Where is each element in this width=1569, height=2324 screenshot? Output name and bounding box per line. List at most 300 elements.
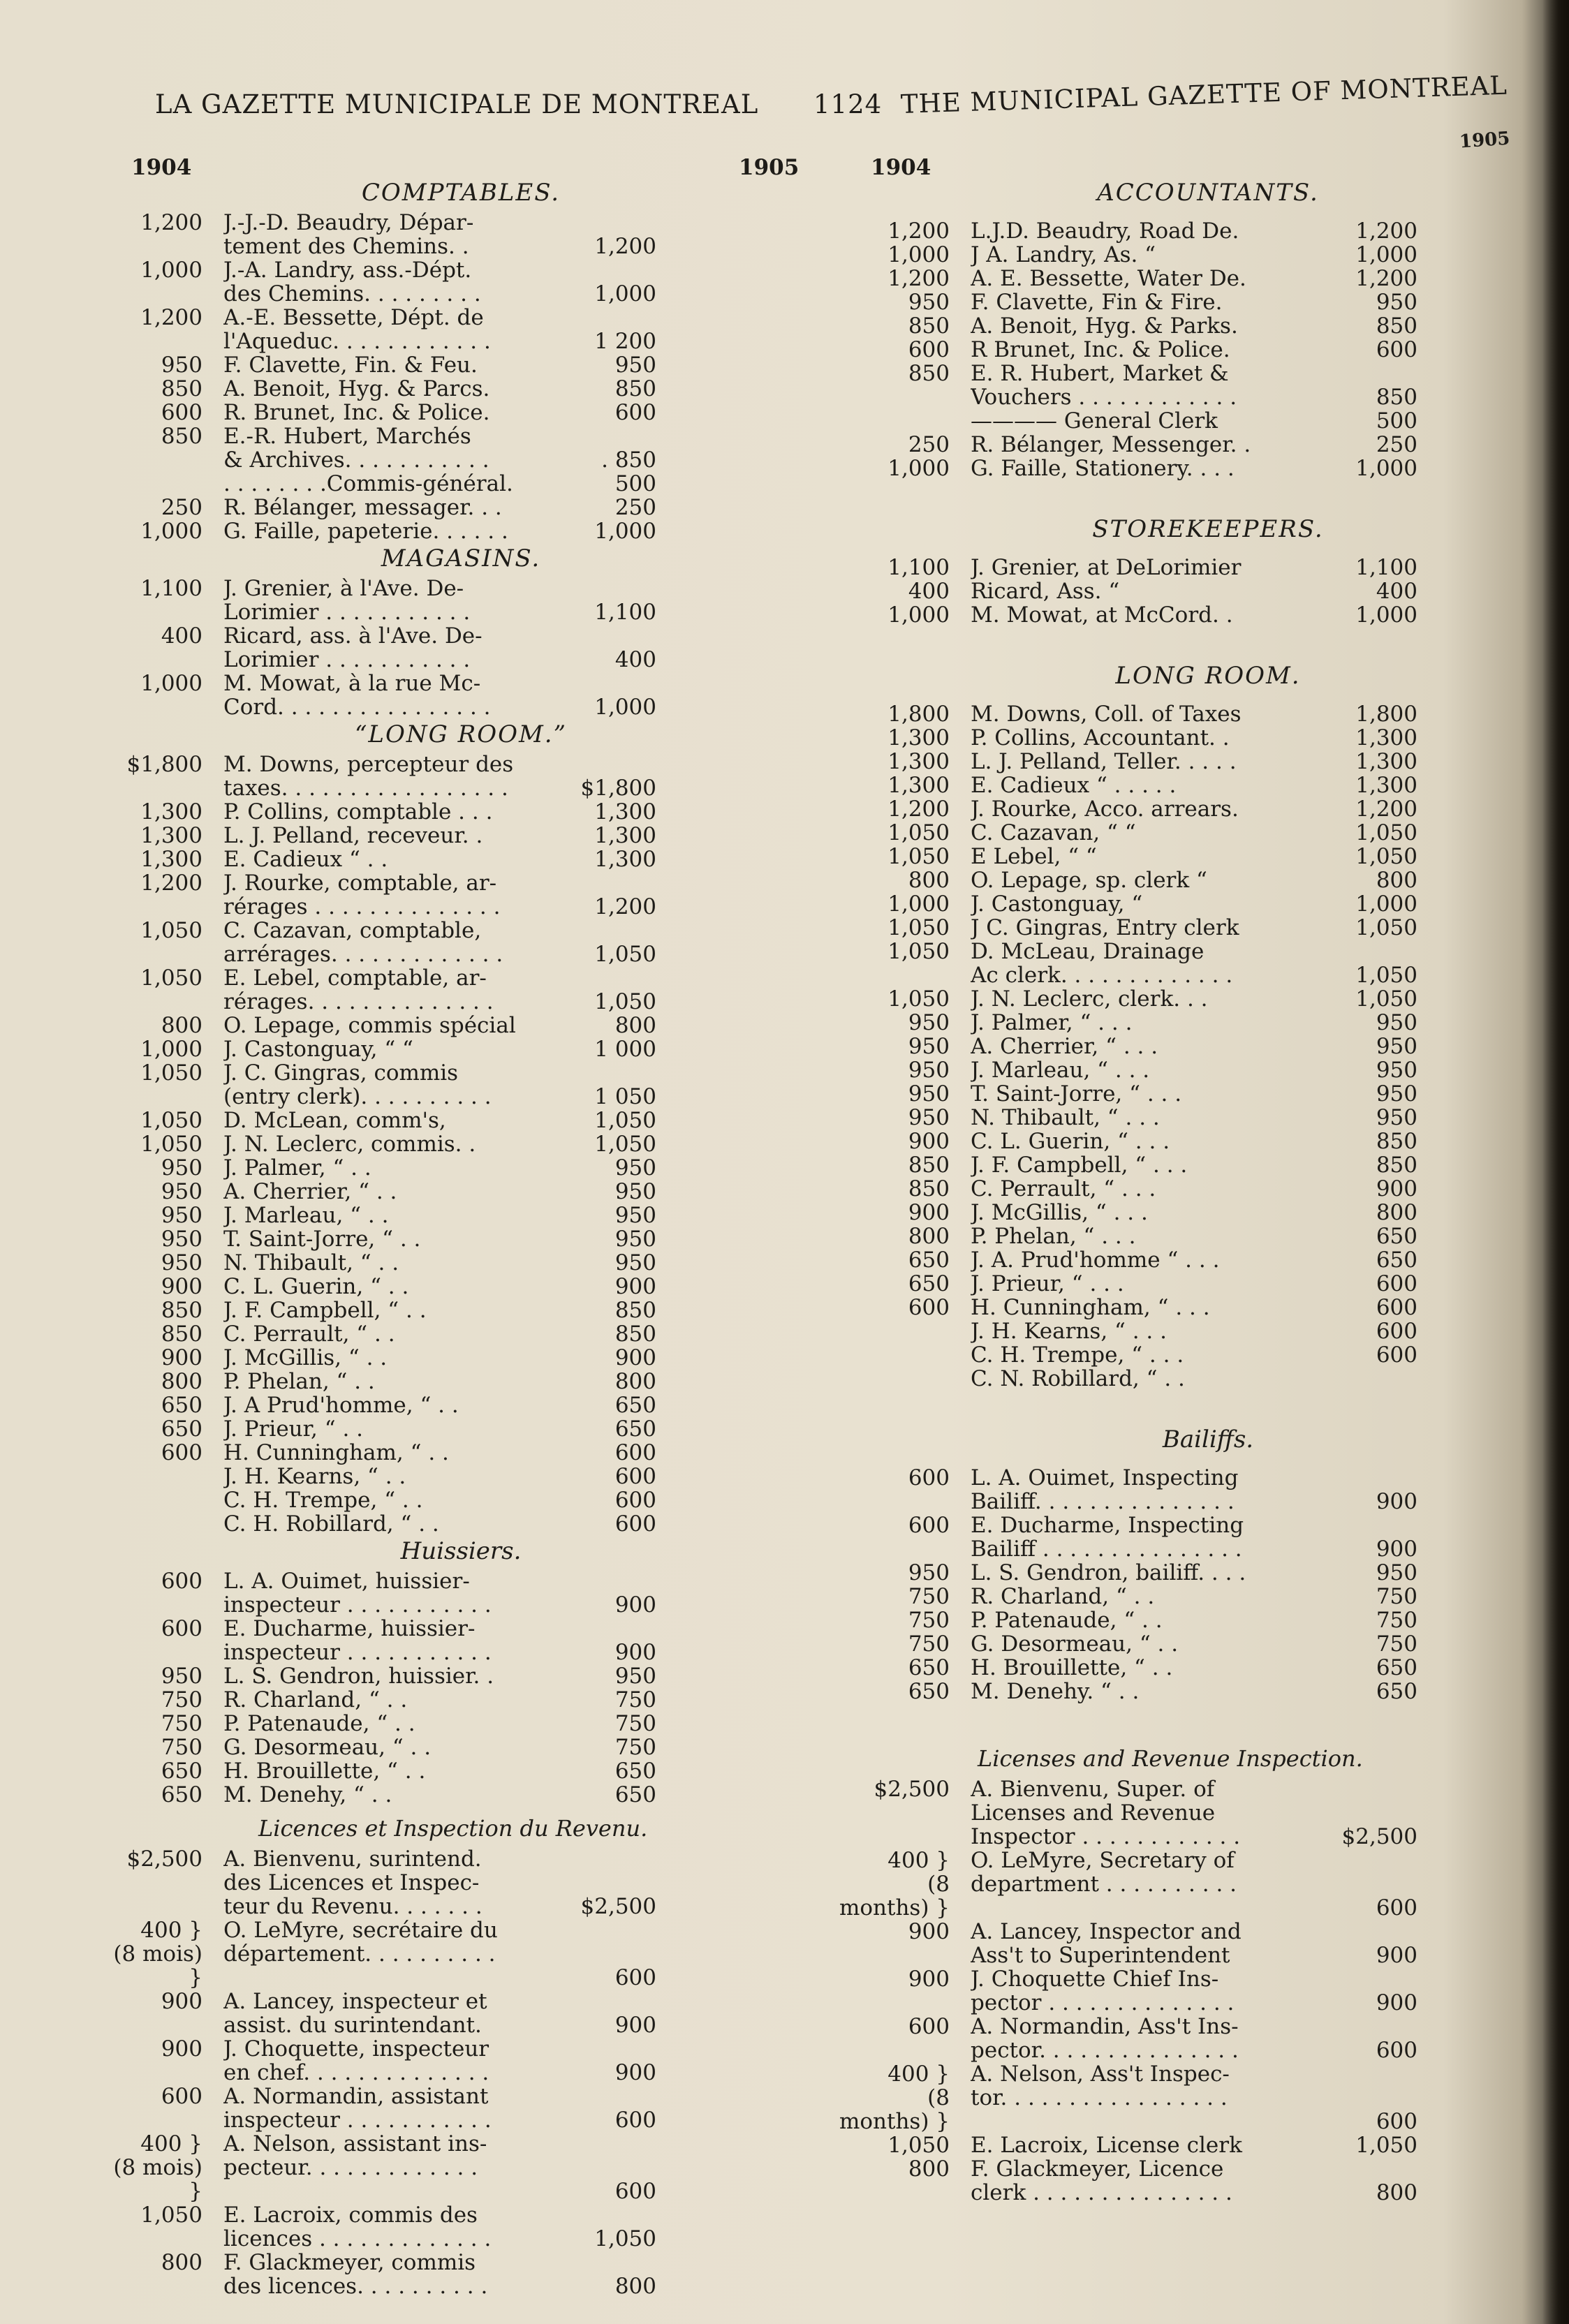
employee-name: C. Perrault, “ . . [223, 1322, 395, 1346]
salary-1905: 850 [614, 376, 656, 401]
salary-1904: 1,000 [887, 602, 950, 628]
salary-1905: 950 [614, 353, 656, 378]
salary-entry [838, 2157, 1417, 2205]
salary-1905: 1,050 [1355, 915, 1417, 940]
salary-entry [105, 1227, 684, 1251]
salary-1905: 1,100 [594, 600, 656, 625]
salary-1905: 850 [1376, 385, 1417, 410]
salary-1904: 900 [161, 1989, 202, 2014]
salary-1905: 1 000 [594, 1037, 656, 1062]
salary-entry [105, 306, 684, 353]
salary-entry [105, 2085, 684, 2132]
employee-name: A. Normandin, Ass't Ins- pector. . . . . . . . . . . . . . . [971, 2015, 1239, 2062]
employee-name: N. Thibault, “ . . . [971, 1106, 1160, 1130]
employee-name: D. McLeau, Drainage Ac clerk. . . . . . . . . . . . . [971, 940, 1233, 987]
employee-name: L. J. Pelland, Teller. . . . . [971, 750, 1237, 774]
employee-name: E. Cadieux “ . . [223, 848, 388, 871]
salary-entry [105, 1735, 684, 1759]
employee-name: M. Mowat, à la rue Mc- Cord. . . . . . . . . . . . . . . . [223, 672, 491, 719]
salary-1905: 650 [614, 1782, 656, 1807]
salary-1904: 850 [908, 313, 950, 339]
salary-1905: 400 [614, 647, 656, 672]
salary-1904: 600 [908, 1295, 950, 1320]
employee-name: J. Palmer, “ . . . [971, 1011, 1133, 1035]
employee-name: J. Grenier, à l'Ave. De- Lorimier . . . . . . . . . . . [223, 577, 471, 624]
english-column [838, 177, 1417, 2205]
employee-name: M. Denehy, “ . . [223, 1783, 392, 1807]
salary-1905: 600 [614, 1511, 656, 1537]
employee-name: J. N. Leclerc, clerk. . . [971, 987, 1208, 1011]
salary-1905: 500 [614, 471, 656, 496]
salary-1905: 800 [1376, 2180, 1417, 2205]
salary-1905: 950 [614, 1203, 656, 1228]
salary-1905: 1,050 [1355, 963, 1417, 988]
salary-1904: 750 [161, 1711, 202, 1736]
salary-1905: 750 [614, 1711, 656, 1736]
salary-1905: $2,500 [580, 1894, 656, 1919]
salary-entry [838, 362, 1417, 409]
french-column [105, 177, 684, 2298]
salary-1905: 900 [614, 2013, 656, 2038]
salary-1904: 900 [161, 2036, 202, 2062]
salary-1905: 1,000 [1355, 242, 1417, 267]
salary-1904: 950 [908, 1560, 950, 1585]
employee-name: F. Glackmeyer, commis des licences. . . . . . . . . . [223, 2251, 488, 2298]
salary-entry [838, 1106, 1417, 1130]
salary-1904: 1,000 [140, 1037, 202, 1062]
salary-1905: 1,050 [1355, 844, 1417, 869]
salary-1905: 1,300 [1355, 773, 1417, 798]
salary-entry [105, 1156, 684, 1180]
header-english-title: THE MUNICIPAL GAZETTE OF MONTREAL [900, 70, 1508, 119]
salary-1905: 900 [1376, 1176, 1417, 1201]
salary-1904: 900 [908, 1967, 950, 1992]
salary-1904: 950 [908, 1105, 950, 1130]
salary-1904: 1,300 [887, 725, 950, 750]
employee-name: J. F. Campbell, “ . . . [971, 1153, 1188, 1177]
employee-name: O. Lepage, commis spécial [223, 1014, 516, 1037]
employee-name: F. Clavette, Fin & Fire. [971, 290, 1223, 314]
employee-name: T. Saint-Jorre, “ . . . [971, 1082, 1182, 1106]
salary-1904: 800 [161, 1013, 202, 1038]
salary-entry [105, 2132, 684, 2203]
employee-name: J. A. Prud'homme “ . . . [971, 1248, 1220, 1272]
salary-entry [105, 871, 684, 919]
employee-name: A. Benoit, Hyg. & Parks. [971, 314, 1238, 338]
salary-1904: 400 } (8 mois) } [113, 2131, 202, 2204]
salary-1905: 600 [614, 400, 656, 425]
salary-1905: 900 [614, 1274, 656, 1299]
salary-1905: 250 [614, 495, 656, 520]
salary-entry [105, 624, 684, 672]
salary-1904: 950 [161, 1227, 202, 1252]
salary-1905: 600 [614, 1464, 656, 1489]
salary-1905: 950 [614, 1250, 656, 1275]
salary-1904: 850 [161, 376, 202, 401]
employee-name: J. H. Kearns, “ . . . [971, 1319, 1167, 1343]
employee-name: E Lebel, “ “ [971, 845, 1097, 868]
salary-1904: 750 [161, 1735, 202, 1760]
salary-1904: 650 [908, 1679, 950, 1704]
salary-1904: 850 [161, 1298, 202, 1323]
salary-entry [838, 1272, 1417, 1296]
page-number: 1124 [813, 89, 883, 119]
employee-name: L. S. Gendron, bailiff. . . . [971, 1561, 1246, 1585]
salary-1904: 400 [161, 623, 202, 649]
employee-name: H. Cunningham, “ . . . [971, 1296, 1210, 1319]
employee-name: H. Brouillette, “ . . [971, 1656, 1173, 1680]
salary-1904: 950 [908, 1010, 950, 1035]
employee-name: A. Bienvenu, surintend. des Licences et Inspec- teur du Revenu. . . . . . . [223, 1847, 483, 1918]
salary-entry [838, 702, 1417, 726]
salary-1904: 250 [908, 432, 950, 457]
salary-1905: 1,300 [1355, 725, 1417, 750]
section-title-long-room: “LONG ROOM.” [355, 720, 567, 748]
salary-1905: 1,100 [1355, 555, 1417, 580]
salary-1904: 600 [908, 1513, 950, 1538]
employee-name: Ricard, Ass. “ [971, 579, 1120, 603]
employee-name: . . . . . . . .Commis-général. [223, 472, 513, 496]
employee-name: J. Prieur, “ . . . [971, 1272, 1124, 1296]
salary-1904: 400 } (8 mois) } [113, 1918, 202, 1990]
salary-1905: 1,050 [594, 1108, 656, 1133]
employee-name: J. Marleau, “ . . [223, 1204, 389, 1227]
salary-1905: 950 [1376, 290, 1417, 315]
employee-name: J. McGillis, “ . . [223, 1346, 388, 1370]
salary-1905: 250 [1376, 432, 1417, 457]
salary-entry [105, 1204, 684, 1227]
section-title-long-room-en: LONG ROOM. [1115, 662, 1301, 690]
employee-name: E. Ducharme, Inspecting Bailiff . . . . . . . . . . . . . . . [971, 1513, 1244, 1561]
salary-entry [105, 353, 684, 377]
employee-name: J. Castonguay, “ [971, 892, 1143, 916]
salary-1904: 1,300 [140, 823, 202, 848]
employee-name: L. A. Ouimet, Inspecting Bailiff. . . . . . . . . . . . . . . [971, 1466, 1239, 1513]
salary-entry [838, 750, 1417, 774]
magasins-list [105, 577, 684, 719]
binding-shadow [1542, 0, 1569, 2324]
salary-entry [838, 1513, 1417, 1561]
salary-1904: 900 [908, 1919, 950, 1944]
salary-1905: 1,050 [1355, 820, 1417, 845]
year-1904-right: 1904 [871, 155, 931, 180]
salary-1904: 650 [161, 1782, 202, 1807]
salary-entry [838, 774, 1417, 797]
accountants-list [838, 219, 1417, 480]
salary-1905: 900 [1376, 1943, 1417, 1968]
employee-name: R. Bélanger, messager. . . [223, 496, 502, 519]
licenses-list [838, 1777, 1417, 2205]
employee-name: J. Rourke, Acco. arrears. [971, 797, 1239, 821]
salary-entry [105, 1990, 684, 2037]
employee-name: A. Bienvenu, Super. of Licenses and Revenue Inspector . . . . . . . . . . . . [971, 1777, 1241, 1849]
salary-1904: 600 [908, 2014, 950, 2039]
salary-entry [105, 1617, 684, 1664]
year-1904-left: 1904 [131, 155, 192, 180]
section-title-accountants: ACCOUNTANTS. [1097, 179, 1319, 207]
salary-1904: 1,050 [140, 1132, 202, 1157]
salary-entry [838, 1466, 1417, 1513]
salary-1905: 800 [614, 2274, 656, 2299]
salary-1904: 1,200 [140, 871, 202, 896]
section-title-storekeepers: STOREKEEPERS. [1092, 515, 1324, 543]
salary-entry [838, 603, 1417, 627]
salary-1904: 650 [908, 1655, 950, 1680]
employee-name: G. Faille, Stationery. . . . [971, 457, 1235, 480]
salary-entry [838, 1920, 1417, 1967]
salary-1905: 950 [1376, 1034, 1417, 1059]
salary-1904: 850 [161, 1322, 202, 1347]
salary-1905: 800 [614, 1369, 656, 1394]
salary-1905: 600 [614, 2179, 656, 2204]
salary-1905: $1,800 [580, 776, 656, 801]
salary-1904: 650 [908, 1271, 950, 1296]
salary-entry [105, 1417, 684, 1441]
salary-1904: 400 [908, 579, 950, 604]
section-title-licences: Licences et Inspection du Revenu. [258, 1815, 648, 1842]
employee-name: F. Glackmeyer, Licence clerk . . . . . . . . . . . . . . . [971, 2157, 1232, 2205]
salary-1905: 950 [1376, 1081, 1417, 1107]
salary-1904: 950 [161, 1203, 202, 1228]
section-title-comptables: COMPTABLES. [361, 179, 561, 207]
employee-name: L. S. Gendron, huissier. . [223, 1664, 494, 1688]
salary-1905: 1,050 [594, 989, 656, 1014]
salary-1905: 950 [1376, 1058, 1417, 1083]
salary-1904: 1,000 [887, 891, 950, 917]
salary-entry [838, 1680, 1417, 1703]
section-title-magasins: MAGASINS. [381, 545, 541, 572]
bailiffs-list [838, 1466, 1417, 1703]
salary-entry [105, 1037, 684, 1061]
salary-1904: 1,000 [887, 456, 950, 481]
employee-name: J.-J.-D. Beaudry, Dépar- tement des Chemins. . [223, 211, 474, 258]
salary-1905: 850 [614, 1298, 656, 1323]
employee-name: J. Grenier, at DeLorimier [971, 556, 1242, 579]
salary-1904: 1,300 [140, 847, 202, 872]
salary-1904: 1,050 [887, 820, 950, 845]
salary-1904: 950 [908, 1081, 950, 1107]
employee-name: G. Faille, papeterie. . . . . . [223, 519, 508, 543]
salary-1905: 900 [1376, 1990, 1417, 2015]
employee-name: R. Charland, “ . . [223, 1688, 408, 1712]
salary-entry [105, 1712, 684, 1735]
salary-1905: 600 [614, 1440, 656, 1465]
salary-1905: 1,050 [594, 942, 656, 967]
employee-name: J. Rourke, comptable, ar- rérages . . . . . . . . . . . . . . [223, 871, 501, 919]
salary-1905: 950 [614, 1664, 656, 1689]
salary-entry [105, 848, 684, 871]
salary-entry [105, 472, 684, 496]
salary-1904: 1,050 [887, 2133, 950, 2158]
salary-1904: 1,800 [887, 702, 950, 727]
employee-name: A. Cherrier, “ . . [223, 1180, 397, 1204]
salary-entry [838, 579, 1417, 603]
salary-1904: 900 [908, 1200, 950, 1225]
salary-1904: 650 [908, 1248, 950, 1273]
year-1905-middle: 1905 [739, 155, 800, 180]
salary-1904: 1,100 [887, 555, 950, 580]
salary-1904: 800 [161, 1369, 202, 1394]
salary-1904: 950 [908, 1058, 950, 1083]
salary-1904: 1,050 [887, 915, 950, 940]
employee-name: J. Prieur, “ . . [223, 1417, 364, 1441]
salary-1905: 950 [1376, 1105, 1417, 1130]
salary-1905: 1,200 [1355, 266, 1417, 291]
salary-entry [105, 377, 684, 401]
storekeepers-list [838, 556, 1417, 627]
salary-entry [105, 2251, 684, 2298]
salary-1905: 650 [1376, 1248, 1417, 1273]
salary-1904: 400 } (8 months) } [839, 2062, 950, 2134]
employee-name: J. McGillis, “ . . . [971, 1201, 1148, 1224]
salary-entry [838, 1319, 1417, 1343]
employee-name: J. C. Gingras, commis (entry clerk). . . . . . . . . . [223, 1061, 492, 1109]
salary-1905: 600 [1376, 1895, 1417, 1920]
salary-1904: 600 [908, 337, 950, 362]
salary-1904: 400 } (8 months) } [839, 1848, 950, 1920]
salary-entry [105, 1512, 684, 1536]
salary-entry [838, 1177, 1417, 1201]
salary-entry [838, 868, 1417, 892]
employee-name: N. Thibault, “ . . [223, 1251, 399, 1275]
employee-name: E. Lacroix, commis des licences . . . . . . . . . . . . . [223, 2203, 492, 2251]
section-title-licenses: Licenses and Revenue Inspection. [978, 1745, 1363, 1772]
salary-1904: 600 [161, 400, 202, 425]
salary-entry [105, 753, 684, 800]
salary-1904: 750 [161, 1687, 202, 1712]
salary-1904: 600 [161, 1569, 202, 1594]
salary-1905: 900 [614, 1345, 656, 1370]
salary-entry [105, 258, 684, 306]
salary-1904: 1,200 [140, 210, 202, 235]
salary-1904: $2,500 [874, 1777, 950, 1802]
salary-1904: 800 [908, 868, 950, 893]
employee-name: J. H. Kearns, “ . . [223, 1465, 406, 1488]
employee-name: P. Patenaude, “ . . [223, 1712, 415, 1735]
salary-entry [838, 940, 1417, 987]
salary-entry [838, 987, 1417, 1011]
salary-1904: 1,300 [887, 773, 950, 798]
salary-entry [838, 1011, 1417, 1035]
salary-1904: 750 [908, 1584, 950, 1609]
salary-1904: 1,000 [140, 519, 202, 544]
salary-1905: $2,500 [1341, 1824, 1417, 1849]
salary-1905: 1,000 [594, 281, 656, 306]
salary-1905: 1,200 [1355, 219, 1417, 244]
salary-1905: 1,000 [1355, 891, 1417, 917]
salary-entry [838, 797, 1417, 821]
salary-1904: 1,000 [887, 242, 950, 267]
salary-1904: 1,200 [887, 219, 950, 244]
salary-entry [838, 1777, 1417, 1849]
salary-1905: 1,050 [594, 1132, 656, 1157]
salary-1904: 650 [161, 1416, 202, 1442]
salary-entry [838, 1585, 1417, 1608]
salary-1905: 650 [1376, 1655, 1417, 1680]
salary-1904: 1,050 [140, 1108, 202, 1133]
salary-1905: 650 [614, 1416, 656, 1442]
salary-1905: 1,050 [1355, 2133, 1417, 2158]
salary-1904: $1,800 [126, 752, 202, 777]
employee-name: A. Normandin, assistant inspecteur . . . . . . . . . . . [223, 2085, 492, 2132]
employee-name: J. Castonguay, “ “ [223, 1037, 413, 1061]
salary-1904: 1,050 [140, 1060, 202, 1086]
salary-1905: 650 [614, 1393, 656, 1418]
salary-1905: 850 [1376, 1129, 1417, 1154]
salary-1905: 1,200 [1355, 797, 1417, 822]
salary-1904: 1,050 [887, 939, 950, 964]
employee-name: C. L. Guerin, “ . . [223, 1275, 409, 1298]
salary-entry [105, 1488, 684, 1512]
salary-1905: 900 [614, 1640, 656, 1665]
salary-entry [838, 1608, 1417, 1632]
salary-entry [838, 845, 1417, 868]
employee-name: A.-E. Bessette, Dépt. de l'Aqueduc. . . . . . . . . . . . [223, 306, 491, 353]
salary-entry [105, 401, 684, 424]
salary-entry [105, 1346, 684, 1370]
employee-name: A. Cherrier, “ . . . [971, 1035, 1158, 1058]
salary-1904: 1,050 [887, 986, 950, 1012]
employee-name: A. Nelson, Ass't Inspec- tor. . . . . . . . . . . . . . . . . [971, 2062, 1230, 2110]
employee-name: P. Phelan, “ . . . [971, 1224, 1136, 1248]
salary-entry [105, 672, 684, 719]
employee-name: R. Brunet, Inc. & Police. [223, 401, 490, 424]
salary-entry [838, 1561, 1417, 1585]
salary-entry [105, 519, 684, 543]
salary-entry [838, 1035, 1417, 1058]
employee-name: C. Perrault, “ . . . [971, 1177, 1156, 1201]
salary-1904: 950 [908, 290, 950, 315]
employee-name: E. Cadieux “ . . . . . [971, 774, 1177, 797]
salary-1904: 1,050 [140, 918, 202, 943]
salary-entry [838, 1296, 1417, 1319]
salary-entry [838, 1367, 1417, 1391]
salary-entry [838, 2015, 1417, 2062]
salary-entry [105, 2037, 684, 2085]
employee-name: O. Lepage, sp. clerk “ [971, 868, 1207, 892]
employee-name: A. Lancey, Inspector and Ass't to Superintendent [971, 1920, 1242, 1967]
salary-1905: 950 [614, 1227, 656, 1252]
salary-1904: 1,200 [140, 305, 202, 330]
salary-entry [838, 1656, 1417, 1680]
employee-name: C. Cazavan, comptable, arrérages. . . . . . . . . . . . . [223, 919, 503, 966]
salary-1905: 850 [1376, 1153, 1417, 1178]
salary-1904: 900 [161, 1274, 202, 1299]
employee-name: E. R. Hubert, Market & Vouchers . . . . . . . . . . . . [971, 362, 1237, 409]
salary-entry [105, 919, 684, 966]
salary-1904: 650 [161, 1759, 202, 1784]
salary-entry [105, 211, 684, 258]
salary-entry [838, 1224, 1417, 1248]
salary-entry [838, 2062, 1417, 2133]
salary-entry [105, 496, 684, 519]
employee-name: C. H. Trempe, “ . . [223, 1488, 423, 1512]
employee-name: P. Collins, Accountant. . [971, 726, 1230, 750]
employee-name: C. H. Trempe, “ . . . [971, 1343, 1184, 1367]
employee-name: ———— General Clerk [971, 409, 1218, 433]
salary-entry [105, 424, 684, 472]
employee-name: C. N. Robillard, “ . . [971, 1367, 1185, 1391]
salary-1904: 800 [908, 1224, 950, 1249]
employee-name: J. N. Leclerc, commis. . [223, 1132, 476, 1156]
salary-entry [105, 1465, 684, 1488]
employee-name: E. Lebel, comptable, ar- rérages. . . . . . . . . . . . . . [223, 966, 494, 1014]
salary-1905: 750 [1376, 1631, 1417, 1657]
salary-entry [838, 1632, 1417, 1656]
employee-name: R. Bélanger, Messenger. . [971, 433, 1251, 457]
salary-1904: 850 [908, 361, 950, 386]
salary-1905: 600 [614, 2108, 656, 2133]
